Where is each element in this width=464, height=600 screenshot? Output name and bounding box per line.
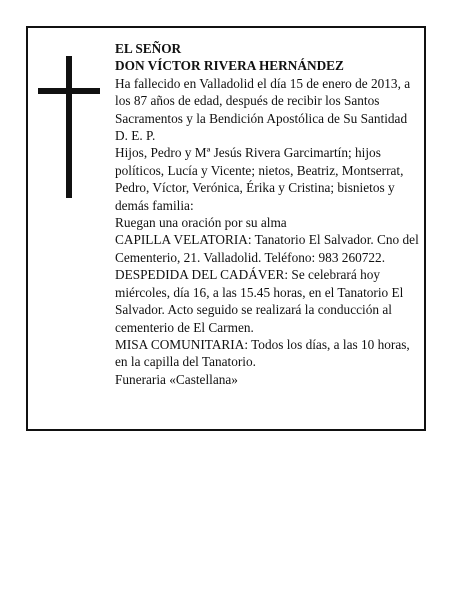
mass-info: MISA COMUNITARIA: Todos los días, a las 10 horas, en la capilla del Tanatorio. bbox=[115, 336, 410, 370]
death-announcement: Ha fallecido en Valladolid el día 15 de enero de 2013, a los 87 años de edad, después de recibir los Santos Sacramentos y la Bendición Apostólica de Su Santidad D. E. P. bbox=[115, 75, 411, 144]
notice-text bbox=[115, 40, 421, 388]
funeral-home: Funeraria «Castellana» bbox=[115, 371, 238, 387]
farewell-info: DESPEDIDA DEL CADÁVER: Se celebrará hoy miércoles, día 16, a las 15.45 horas, en el Tanatorio El Salvador. Acto seguido se realizará la conducción al cementerio de El Carmen. bbox=[115, 267, 404, 335]
wake-chapel-info: CAPILLA VELATORIA: Tanatorio El Salvador. Cno del Cementerio, 21. Valladolid. Teléfono: 983 260722. bbox=[115, 232, 419, 265]
obituary-notice bbox=[26, 26, 426, 431]
prayer-request: Ruegan una oración por su alma bbox=[115, 215, 287, 231]
family-list: Hijos, Pedro y Mª Jesús Rivera Garcimartín; hijos políticos, Lucía y Vicente; nietos, Beatriz, Montserrat, Pedro, Víctor, Verónica, Érika y Cristina; bisnietos y demás familia: bbox=[115, 145, 404, 213]
cross-horizontal-bar bbox=[38, 88, 100, 94]
cross-icon bbox=[38, 56, 100, 198]
deceased-name: DON VÍCTOR RIVERA HERNÁNDEZ bbox=[115, 58, 344, 74]
heading-title: EL SEÑOR bbox=[115, 41, 182, 56]
cross-vertical-bar bbox=[66, 56, 72, 198]
